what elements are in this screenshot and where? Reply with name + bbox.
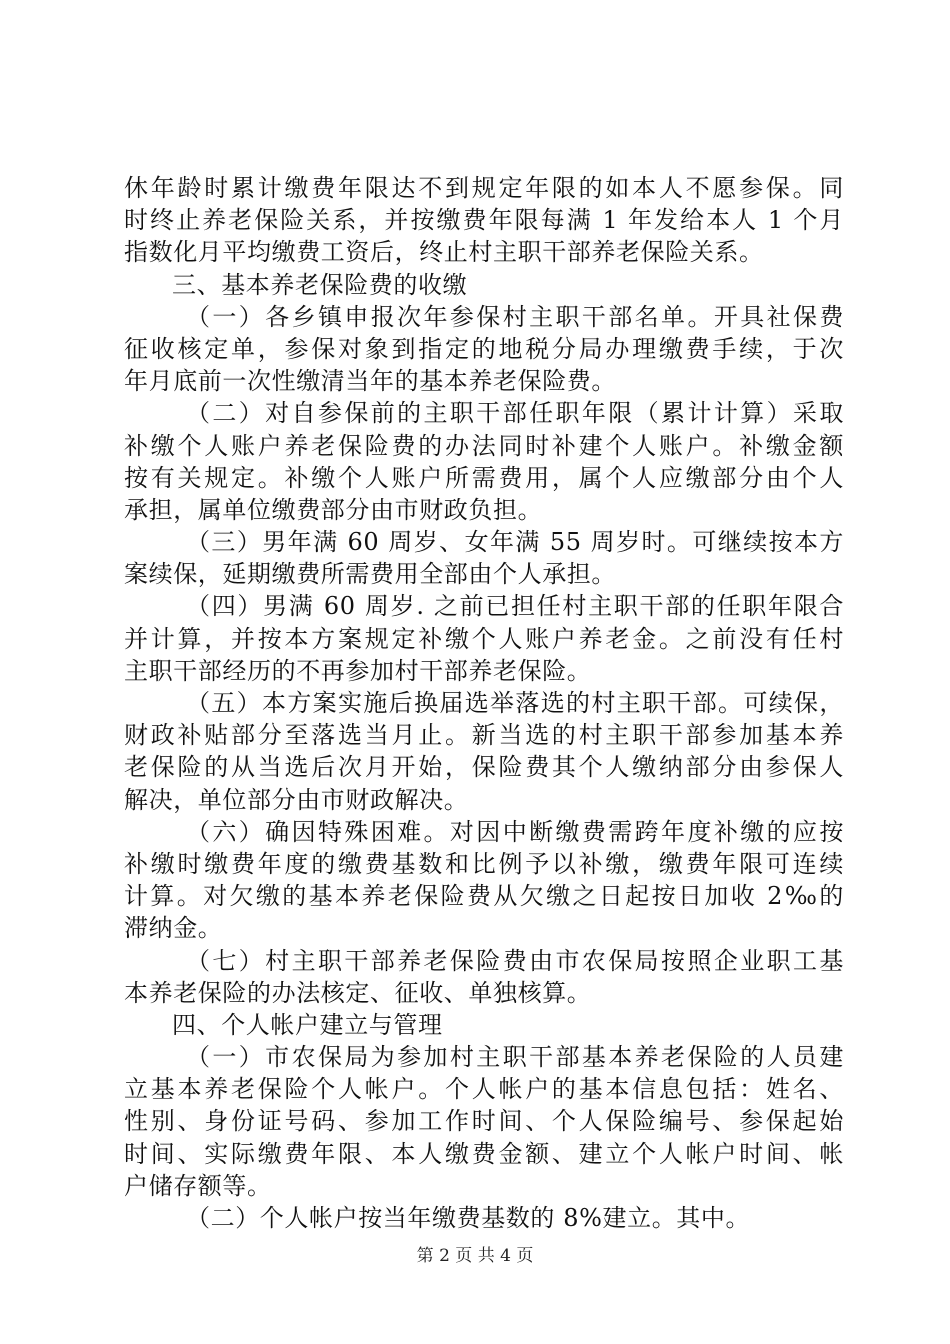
text-line: 户储存额等。 — [124, 1171, 272, 1200]
text-line: 案续保，延期缴费所需费用全部由个人承担。 — [124, 560, 616, 589]
text-line: 休年龄时累计缴费年限达不到规定年限的如本人不愿参保。同 — [124, 174, 844, 202]
text-line: 按有关规定。补缴个人账户所需费用，属个人应缴部分由个人 — [124, 463, 844, 492]
section-heading: 四、个人帐户建立与管理 — [172, 1010, 443, 1039]
text-line: （四）男满 60 周岁. 之前已担任村主职干部的任职年限合 — [186, 592, 844, 621]
section-heading: 三、基本养老保险费的收缴 — [172, 270, 468, 299]
text-line: （一）市农保局为参加村主职干部基本养老保险的人员建 — [186, 1043, 844, 1072]
text-line: 立基本养老保险个人帐户。个人帐户的基本信息包括：姓名、 — [124, 1075, 844, 1104]
text-line: （六）确因特殊困难。对因中断缴费需跨年度补缴的应按 — [186, 817, 844, 846]
text-line: 补缴个人账户养老保险费的办法同时补建个人账户。补缴金额 — [124, 431, 844, 460]
text-line: 主职干部经历的不再参加村干部养老保险。 — [124, 656, 592, 685]
text-line: 并计算，并按本方案规定补缴个人账户养老金。之前没有任村 — [124, 624, 844, 653]
text-line: 财政补贴部分至落选当月止。新当选的村主职干部参加基本养 — [124, 721, 844, 750]
text-line: 时间、实际缴费年限、本人缴费金额、建立个人帐户时间、帐 — [124, 1139, 844, 1168]
text-line: （三）男年满 60 周岁、女年满 55 周岁时。可继续按本方 — [186, 528, 844, 557]
page-footer: 第 2 页 共 4 页 — [416, 1246, 534, 1266]
text-line: 滞纳金。 — [124, 914, 223, 943]
text-line: 解决，单位部分由市财政解决。 — [124, 785, 469, 814]
text-line: 年月底前一次性缴清当年的基本养老保险费。 — [124, 367, 616, 396]
text-line: （五）本方案实施后换届选举落选的村主职干部。可续保， — [186, 689, 844, 717]
text-line: 性别、身份证号码、参加工作时间、个人保险编号、参保起始 — [124, 1107, 844, 1136]
text-line: 指数化月平均缴费工资后，终止村主职干部养老保险关系。 — [124, 238, 764, 267]
text-line: 补缴时缴费年度的缴费基数和比例予以补缴，缴费年限可连续 — [124, 849, 844, 878]
body-text — [124, 172, 844, 1234]
text-line: （七）村主职干部养老保险费由市农保局按照企业职工基 — [186, 946, 844, 975]
text-line: 征收核定单，参保对象到指定的地税分局办理缴费手续，于次 — [124, 334, 844, 363]
text-line: （一）各乡镇申报次年参保村主职干部名单。开具社保费 — [186, 302, 844, 331]
text-line: 本养老保险的办法核定、征收、单独核算。 — [124, 978, 592, 1007]
text-line: 承担，属单位缴费部分由市财政负担。 — [124, 495, 543, 524]
text-line: 老保险的从当选后次月开始，保险费其个人缴纳部分由参保人 — [124, 753, 844, 782]
text-line: 计算。对欠缴的基本养老保险费从欠缴之日起按日加收 2‰的 — [124, 882, 844, 911]
text-line: 时终止养老保险关系，并按缴费年限每满 1 年发给本人 1 个月 — [124, 206, 844, 235]
text-line: （二）对自参保前的主职干部任职年限（累计计算）采取 — [186, 399, 844, 428]
text-line: （二）个人帐户按当年缴费基数的 8%建立。其中。 — [186, 1204, 751, 1232]
